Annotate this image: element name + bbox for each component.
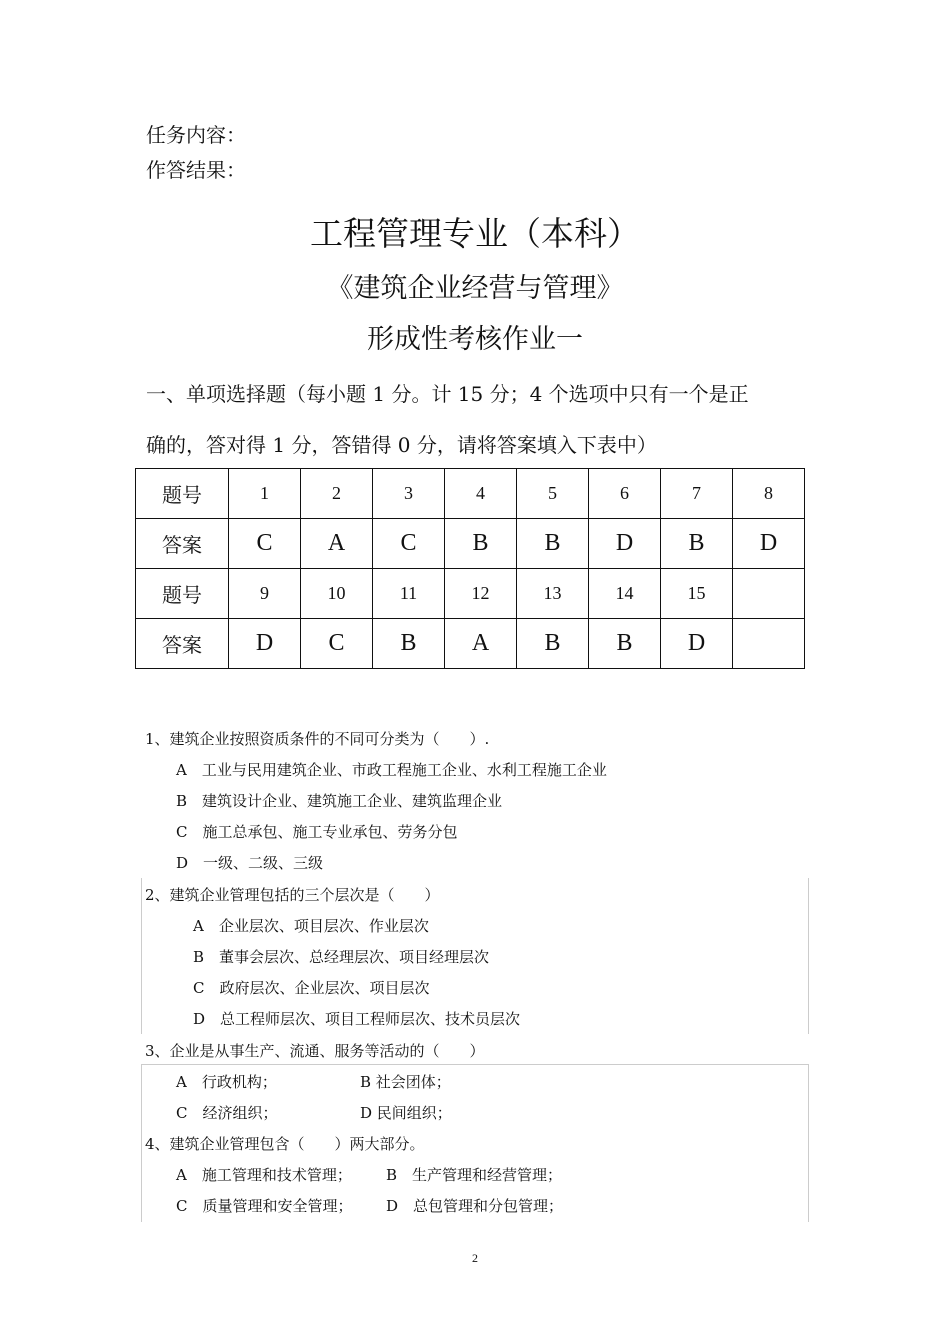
table-row	[136, 519, 805, 569]
box-divider	[808, 1064, 809, 1222]
table-cell: B	[661, 519, 733, 569]
table-cell: 13	[517, 569, 589, 619]
table-row	[136, 569, 805, 619]
table-cell-header: 答案	[136, 619, 229, 669]
question-2-stem: 2、建筑企业管理包括的三个层次是（ ）	[145, 886, 440, 904]
table-cell: 7	[661, 469, 733, 519]
question-4-option-a: A 施工管理和技术管理；	[176, 1166, 352, 1184]
section-instruction-line2: 确的，答对得 1 分，答错得 0 分，请将答案填入下表中）	[146, 433, 657, 457]
table-cell: D	[733, 519, 805, 569]
answer-result-label: 作答结果：	[146, 158, 246, 182]
question-4-option-b: B 生产管理和经营管理；	[386, 1166, 563, 1184]
table-cell: D	[589, 519, 661, 569]
table-cell: 12	[445, 569, 517, 619]
table-cell: 11	[373, 569, 445, 619]
table-cell: 14	[589, 569, 661, 619]
table-cell: 15	[661, 569, 733, 619]
question-3-option-a: A 行政机构；	[176, 1073, 277, 1091]
table-cell	[733, 569, 805, 619]
table-cell: 4	[445, 469, 517, 519]
question-2-option-c: C 政府层次、企业层次、项目层次	[193, 979, 430, 997]
section-instruction-line1: 一、单项选择题（每小题 1 分。计 15 分；4 个选项中只有一个是正	[146, 382, 749, 406]
table-cell: D	[661, 619, 733, 669]
table-cell: A	[445, 619, 517, 669]
box-divider	[141, 878, 142, 1034]
table-cell: 6	[589, 469, 661, 519]
question-2-option-b: B 董事会层次、总经理层次、项目经理层次	[193, 948, 490, 966]
question-1-option-d: D 一级、二级、三级	[176, 854, 324, 872]
table-cell: 8	[733, 469, 805, 519]
table-row	[136, 619, 805, 669]
question-3-stem: 3、企业是从事生产、流通、服务等活动的（ ）	[145, 1042, 485, 1060]
table-cell: 5	[517, 469, 589, 519]
course-title: 《建筑企业经营与管理》	[326, 273, 624, 304]
table-cell: A	[301, 519, 373, 569]
table-cell: B	[445, 519, 517, 569]
table-cell: C	[229, 519, 301, 569]
table-cell: C	[301, 619, 373, 669]
question-3-option-b: B 社会团体；	[360, 1073, 451, 1091]
box-divider	[141, 1064, 809, 1065]
question-1-option-c: C 施工总承包、施工专业承包、劳务分包	[176, 823, 458, 841]
box-divider	[808, 878, 809, 1034]
table-cell: D	[229, 619, 301, 669]
table-cell: 3	[373, 469, 445, 519]
question-2-option-d: D 总工程师层次、项目工程师层次、技术员层次	[193, 1010, 521, 1028]
table-cell: 2	[301, 469, 373, 519]
table-cell	[733, 619, 805, 669]
table-cell: B	[589, 619, 661, 669]
table-cell: B	[373, 619, 445, 669]
table-cell: C	[373, 519, 445, 569]
page-number: 2	[472, 1251, 478, 1265]
question-1-stem: 1、建筑企业按照资质条件的不同可分类为（ ）.	[145, 730, 490, 748]
table-cell: 10	[301, 569, 373, 619]
table-cell: B	[517, 519, 589, 569]
question-3-option-c: C 经济组织；	[176, 1104, 278, 1122]
table-cell: 1	[229, 469, 301, 519]
question-4-option-d: D 总包管理和分包管理；	[386, 1197, 564, 1215]
box-divider	[141, 1064, 142, 1222]
table-cell-header: 答案	[136, 519, 229, 569]
assignment-title: 形成性考核作业一	[367, 324, 583, 355]
question-3-option-d: D 民间组织；	[360, 1104, 452, 1122]
question-2-option-a: A 企业层次、项目层次、作业层次	[193, 917, 429, 935]
question-1-option-b: B 建筑设计企业、建筑施工企业、建筑监理企业	[176, 792, 503, 810]
table-cell: B	[517, 619, 589, 669]
answer-table	[135, 468, 805, 669]
table-cell-header: 题号	[136, 569, 229, 619]
table-cell: 9	[229, 569, 301, 619]
question-1-option-a: A 工业与民用建筑企业、市政工程施工企业、水利工程施工企业	[176, 761, 607, 779]
table-row	[136, 469, 805, 519]
table-cell-header: 题号	[136, 469, 229, 519]
major-title: 工程管理专业（本科）	[310, 214, 640, 253]
question-4-option-c: C 质量管理和安全管理；	[176, 1197, 353, 1215]
question-4-stem: 4、建筑企业管理包含（ ）两大部分。	[145, 1135, 425, 1153]
task-content-label: 任务内容：	[146, 123, 246, 147]
